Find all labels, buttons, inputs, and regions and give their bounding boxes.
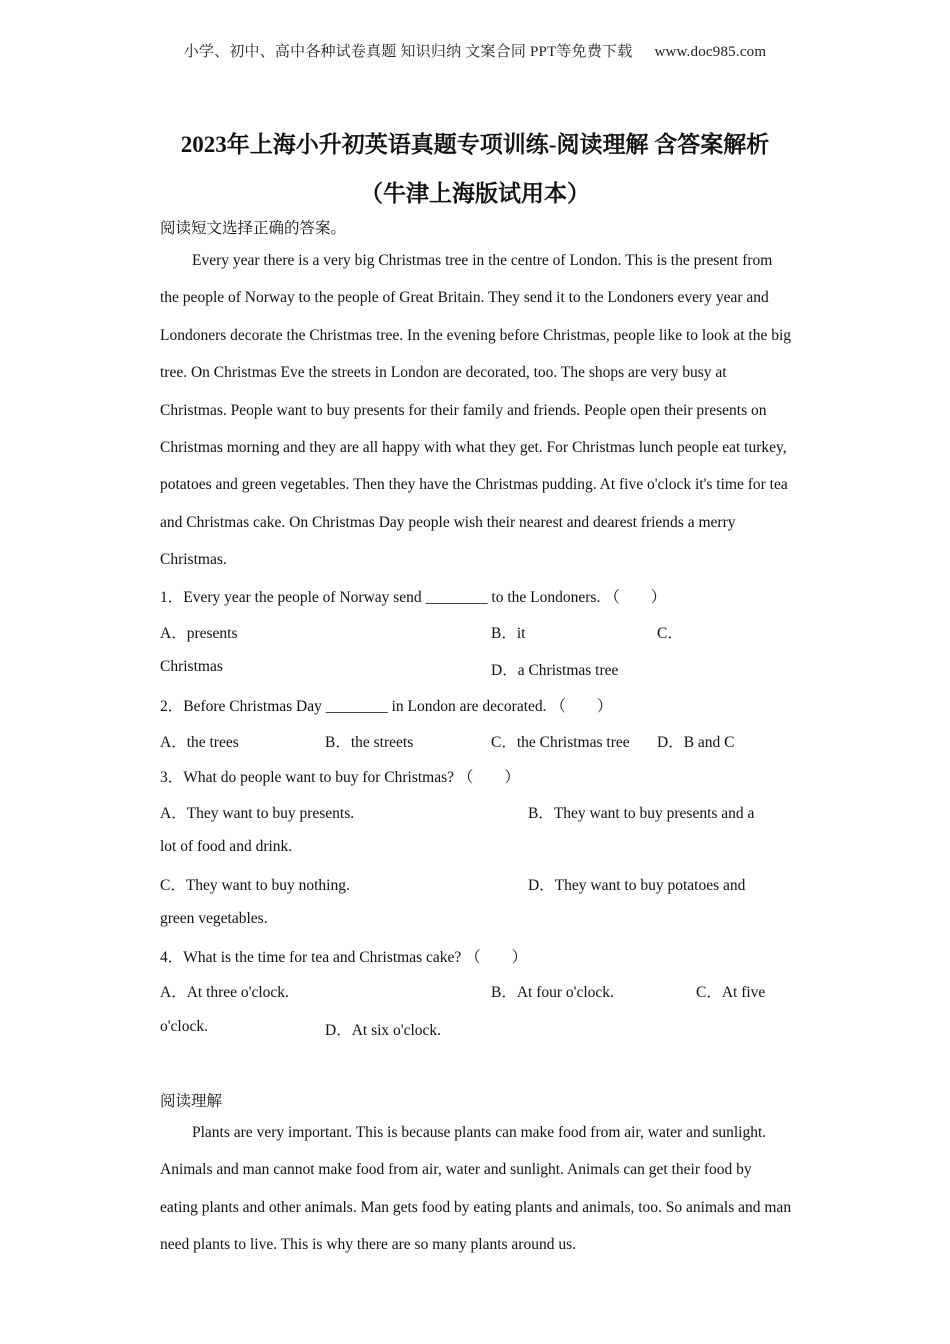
section2-passage: Plants are very important. This is because plants can make food from air, water and sunlight. Animals and man cannot make food from air, water and sunlight. Animals can get their food by eating plants and other animals. Man gets food by eating plants and animals, too. So animals and man need plants to live. This is why there are so many plants around us.	[160, 1124, 792, 1254]
q4-option-c: C．At five	[696, 984, 766, 1001]
question-3-stem: 3．What do people want to buy for Christmas? （ ）	[160, 769, 520, 786]
doc-title: 2023年上海小升初英语真题专项训练-阅读理解 含答案解析	[180, 132, 770, 157]
q3-option-c: C．They want to buy nothing.	[160, 877, 350, 894]
q4-option-c-continued: o'clock.	[160, 1018, 208, 1035]
question-2-stem: 2．Before Christmas Day ________ in London are decorated. （ ）	[160, 698, 613, 715]
question-4-stem: 4．What is the time for tea and Christmas cake? （ ）	[160, 949, 528, 966]
q1-option-b: B．it	[491, 625, 526, 642]
section1-instruction: 阅读短文选择正确的答案。	[160, 220, 347, 237]
q4-option-d: D．At six o'clock.	[325, 1022, 442, 1039]
q2-option-b: B．the streets	[325, 734, 414, 751]
section1-passage: Every year there is a very big Christmas tree in the centre of London. This is the present from the people of Norway to the people of Great Britain. They send it to the Londoners every year and Londoners decorate the Christmas tree. In the evening before Christmas, people like to look at the big tree. On Christmas Eve the streets in London are decorated, too. The shops are very busy at Christmas. People want to buy presents for their family and friends. People open their presents on Christmas morning and they are all happy with what they get. For Christmas lunch people eat turkey, potatoes and green vegetables. Then they have the Christmas pudding. At five o'clock it's time for tea and Christmas cake. On Christmas Day people wish their nearest and dearest friends a merry Christmas.	[160, 252, 792, 569]
q3-option-d-continued: green vegetables.	[160, 910, 268, 927]
q2-option-a: A．the trees	[160, 734, 239, 751]
doc-subtitle: （牛津上海版试用本）	[360, 181, 590, 206]
q3-option-d: D．They want to buy potatoes and	[528, 877, 746, 894]
q3-option-a: A．They want to buy presents.	[160, 805, 355, 822]
q2-option-c: C．the Christmas tree	[491, 734, 630, 751]
q1-option-c-continued: Christmas	[160, 658, 223, 675]
header-website: www.doc985.com	[654, 44, 767, 60]
q1-option-d: D．a Christmas tree	[491, 662, 619, 679]
q3-option-b: B．They want to buy presents and a	[528, 805, 755, 822]
q4-option-b: B．At four o'clock.	[491, 984, 614, 1001]
q3-option-b-continued: lot of food and drink.	[160, 838, 293, 855]
page-header	[0, 40, 950, 61]
question-1-stem: 1．Every year the people of Norway send ________ to the Londoners. （ ）	[160, 589, 667, 606]
q1-option-c: C．	[657, 625, 683, 642]
section2-instruction: 阅读理解	[160, 1093, 223, 1110]
q4-option-a: A．At three o'clock.	[160, 984, 289, 1001]
q1-option-a: A．presents	[160, 625, 238, 642]
q2-option-d: D．B and C	[657, 734, 735, 751]
header-left-text: 小学、初中、高中各种试卷真题 知识归纳 文案合同 PPT等免费下载	[183, 44, 633, 60]
